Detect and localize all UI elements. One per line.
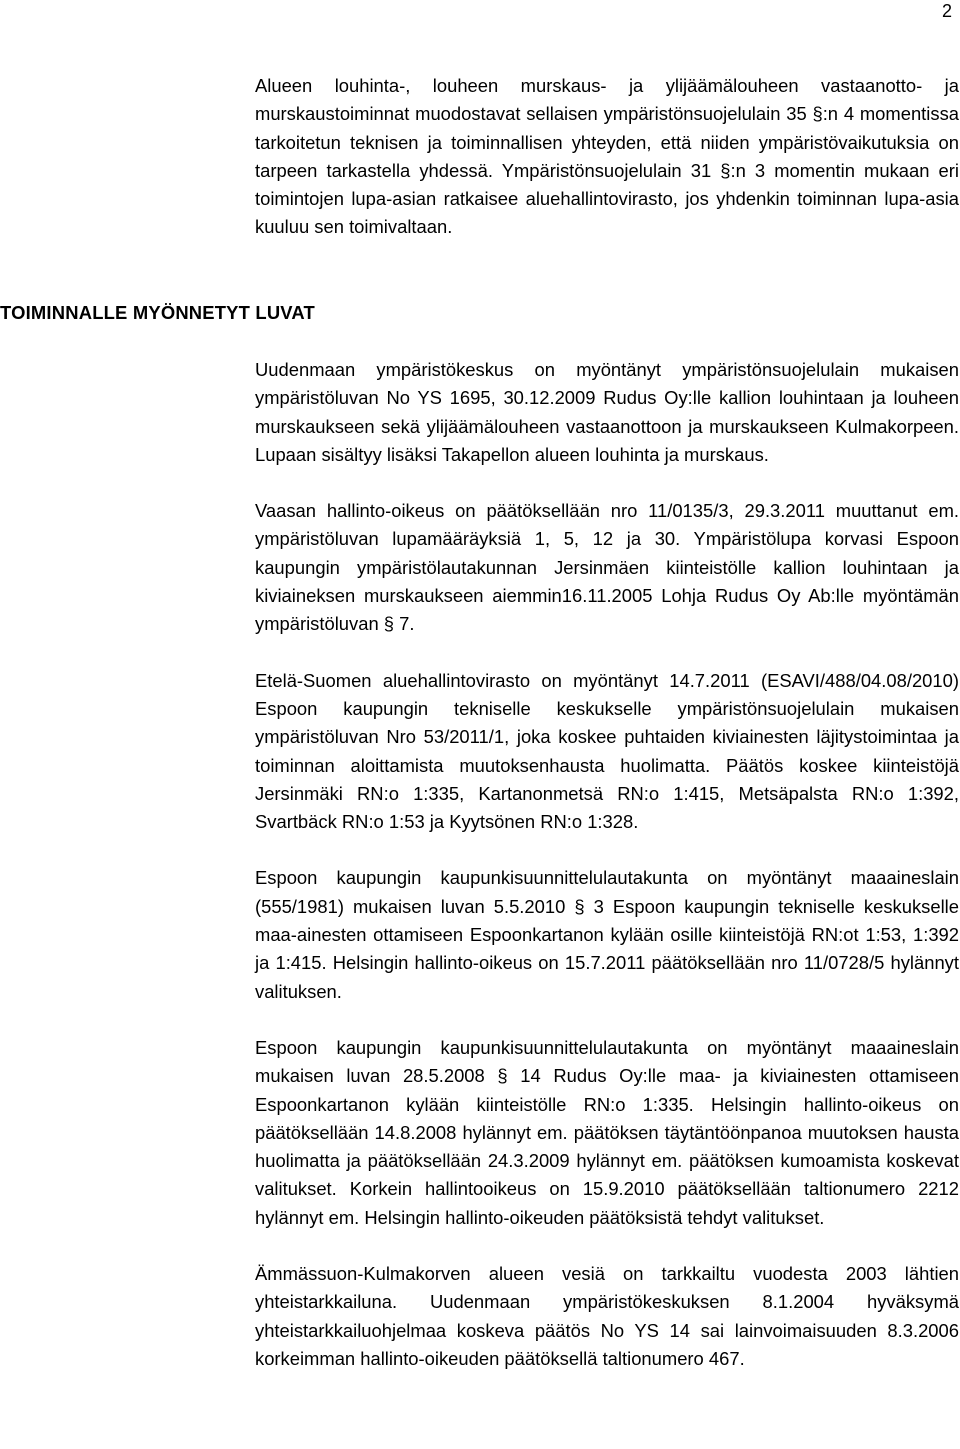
section-heading: TOIMINNALLE MYÖNNETYT LUVAT (0, 302, 315, 323)
paragraph-espoon-permit-2008: Espoon kaupungin kaupunkisuunnittelulautakunta on myöntänyt maaaineslain mukaisen luvan 28.5.2008 § 14 Rudus Oy:lle maa- ja kiviainesten ottamiseen Espoonkartanon kylään kiinteistölle RN:o 1:335. Helsingin hallinto-oikeus on päätöksellään 14.8.2008 hylännyt em. päätöksen täytäntöönpanoa muutoksen hausta huolimatta ja päätöksellään 24.3.2009 hylännyt em. päätöksen kumoamista koskevat valitukset. Korkein hallintooikeus on 15.9.2010 päätöksellään taltionumero 2212 hylännyt em. Helsingin hallinto-oikeuden päätöksistä tehdyt valitukset. (255, 1036, 959, 1228)
paragraph-uudenmaan-permit: Uudenmaan ympäristökeskus on myöntänyt ympäristönsuojelulain mukaisen ympäristöluvan No YS 1695, 30.12.2009 Rudus Oy:lle kallion louhintaan ja louheen murskaukseen sekä ylijäämälouheen vastaanottoon ja murskaukseen Kulmakorpeen. Lupaan sisältyy lisäksi Takapellon alueen louhinta ja murskaus. (255, 359, 959, 465)
permits-section (255, 356, 959, 1373)
page-number: 2 (941, 1, 952, 21)
paragraph-espoon-permit-2010: Espoon kaupungin kaupunkisuunnittelulautakunta on myöntänyt maaaineslain (555/1981) mukaisen luvan 5.5.2010 § 3 Espoon kaupungin tekniselle keskukselle maa-ainesten ottamiseen Espoonkartanon kylään osille kiinteistöjä RN:ot 1:53, 1:392 ja 1:415. Helsingin hallinto-oikeus on 15.7.2011 päätöksellään nro 11/0728/5 hylännyt valituksen. (255, 867, 959, 1002)
paragraph-etela-suomen-permit: Etelä-Suomen aluehallintovirasto on myöntänyt 14.7.2011 (ESAVI/488/04.08/2010) Espoon kaupungin tekniselle keskukselle ympäristönsuojelulain mukaisen ympäristöluvan Nro 53/2011/1, joka koskee puhtaiden kiviainesten läjitystoimintaa ja toiminnan aloittamista muutoksenhausta huolimatta. Päätös koskee kiinteistöjä Jersinmäki RN:o 1:335, Kartanonmetsä RN:o 1:415, Metsäpalsta RN:o 1:392, Svartbäck RN:o 1:53 ja Kyytsönen RN:o 1:328. (255, 669, 959, 833)
paragraph-water-monitoring: Ämmässuon-Kulmakorven alueen vesiä on tarkkailtu vuodesta 2003 lähtien yhteistarkkailuna. Uudenmaan ympäristökeskuksen 8.1.2004 hyväksymä yhteistarkkailuohjelmaa koskeva päätös No YS 14 sai lainvoimaisuuden 8.3.2006 korkeimman hallinto-oikeuden päätöksellä taltionumero 467. (255, 1263, 959, 1369)
intro-paragraph: Alueen louhinta-, louheen murskaus- ja ylijäämälouheen vastaanotto- ja murskaustoiminnat muodostavat sellaisen ympäristönsuojelulain 35 §:n 4 momentissa tarkoitetun teknisen ja toiminnallisen yhteyden, että niiden ympäristövaikutuksia on tarpeen tarkastella yhdessä. Ympäristönsuojelulain 31 §:n 3 momentin mukaan eri toimintojen lupa-asian ratkaisee aluehallintovirasto, jos yhdenkin toiminnan lupa-asia kuuluu sen toimivaltaan. (255, 75, 959, 238)
paragraph-vaasan-court: Vaasan hallinto-oikeus on päätöksellään nro 11/0135/3, 29.3.2011 muuttanut em. ympäristöluvan lupamääräyksiä 1, 5, 12 ja 30. Ympäristölupa korvasi Espoon kaupungin ympäristölautakunnan Jersinmäen kiinteistölle kallion louhintaan ja kiviaineksen murskaukseen aiemmin16.11.2005 Lohja Rudus Oy Ab:lle myöntämän ympäristöluvan § 7. (255, 500, 959, 635)
